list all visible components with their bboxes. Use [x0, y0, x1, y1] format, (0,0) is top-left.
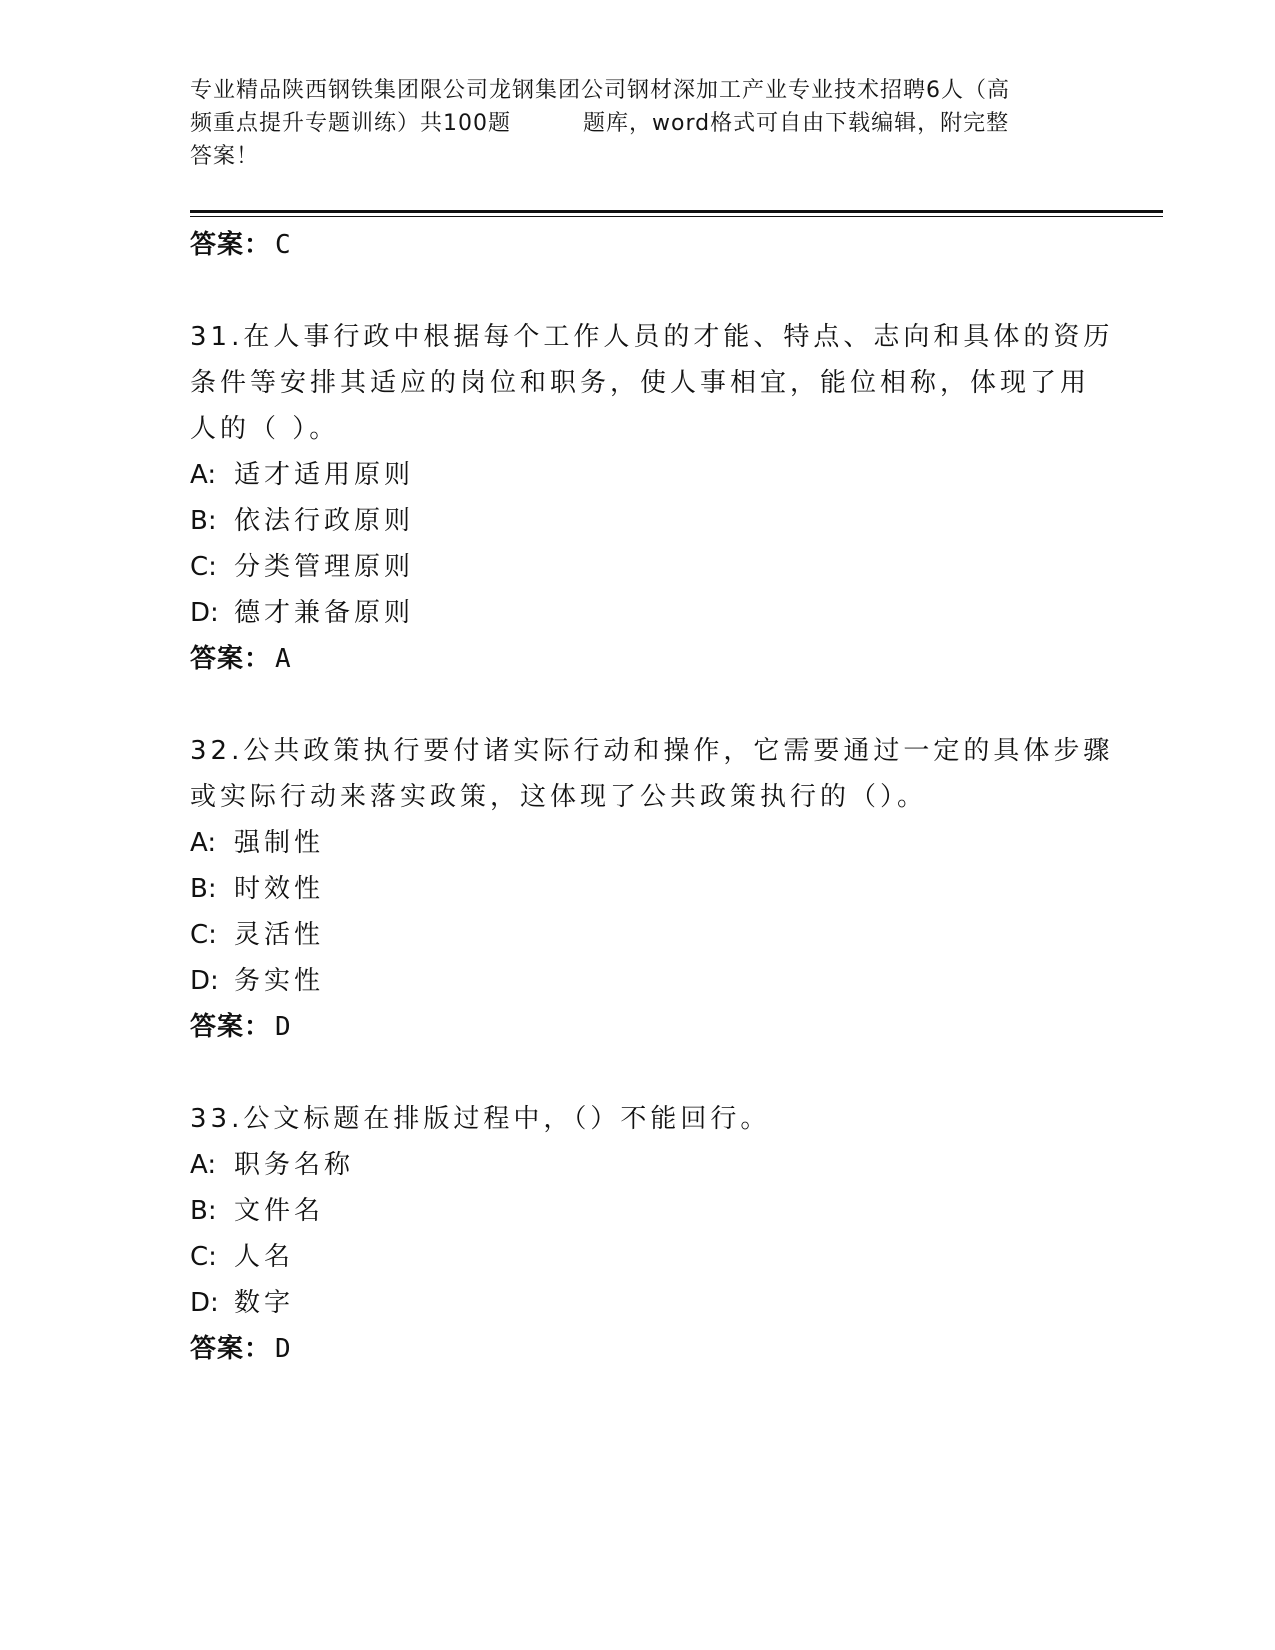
option-key: A:: [190, 460, 217, 490]
option-c: [190, 912, 1090, 958]
option-text: 务实性: [234, 966, 325, 996]
question-text-line: 32.公共政策执行要付诸实际行动和操作，它需要通过一定的具体步骤: [190, 736, 1114, 766]
option-key: A:: [190, 828, 217, 858]
option-a: [190, 1142, 1090, 1188]
answer-label: 答案：: [190, 1012, 272, 1042]
question-33: [190, 1096, 1090, 1372]
option-text: 数字: [234, 1288, 295, 1318]
option-key: B:: [190, 1196, 217, 1226]
option-key: B:: [190, 506, 217, 536]
question-answer: [190, 636, 1090, 682]
question-text-line: 或实际行动来落实政策，这体现了公共政策执行的（）。: [190, 782, 928, 812]
question-text-line: 条件等安排其适应的岗位和职务，使人事相宜，能位相称，体现了用: [190, 368, 1091, 398]
option-key: B:: [190, 874, 217, 904]
option-d: [190, 590, 1090, 636]
question-32: [190, 728, 1114, 1050]
option-text: 人名: [234, 1242, 295, 1272]
option-text: 时效性: [234, 874, 325, 904]
option-text: 灵活性: [234, 920, 325, 950]
option-key: D:: [190, 598, 219, 628]
option-d: [190, 958, 1090, 1004]
question-text-line: 31.在人事行政中根据每个工作人员的才能、特点、志向和具体的资历: [190, 322, 1114, 352]
option-key: C:: [190, 920, 217, 950]
header-line-2-part-1: 频重点提升专题训练）共100题: [190, 111, 511, 136]
header-line-2-part-2: 题库，word格式可自由下载编辑，附完整: [583, 111, 1010, 136]
header-line-1: 专业精品陕西钢铁集团限公司龙钢集团公司钢材深加工产业专业技术招聘6人（高: [190, 78, 1010, 103]
option-key: C:: [190, 552, 217, 582]
answer-value: D: [275, 1012, 292, 1042]
question-list: [190, 222, 1114, 1372]
option-key: D:: [190, 1288, 219, 1318]
option-b: [190, 498, 1090, 544]
answer-label: 答案：: [190, 1334, 272, 1364]
option-d: [190, 1280, 1090, 1326]
header-line-3: 答案！: [190, 144, 260, 169]
option-key: A:: [190, 1150, 217, 1180]
previous-answer: [190, 222, 1090, 268]
answer-label: 答案：: [190, 644, 272, 674]
document-header: [190, 74, 1090, 173]
header-line-2: [190, 107, 1090, 140]
option-text: 德才兼备原则: [234, 598, 415, 628]
option-key: C:: [190, 1242, 217, 1272]
option-c: [190, 544, 1090, 590]
option-a: [190, 820, 1090, 866]
question-31: [190, 314, 1114, 682]
option-text: 依法行政原则: [234, 506, 415, 536]
option-text: 强制性: [234, 828, 325, 858]
option-b: [190, 1188, 1090, 1234]
answer-value: C: [275, 230, 292, 260]
question-text-line: 人的（ ）。: [190, 414, 340, 444]
question-answer: [190, 1004, 1090, 1050]
question-text-line: 33.公文标题在排版过程中，（）不能回行。: [190, 1104, 771, 1134]
option-text: 分类管理原则: [234, 552, 415, 582]
answer-label: 答案：: [190, 230, 272, 260]
option-key: D:: [190, 966, 219, 996]
option-text: 职务名称: [234, 1150, 355, 1180]
header-divider-thin: [190, 216, 1163, 217]
option-a: [190, 452, 1090, 498]
option-text: 文件名: [234, 1196, 325, 1226]
answer-value: A: [275, 644, 292, 674]
question-answer: [190, 1326, 1090, 1372]
option-text: 适才适用原则: [234, 460, 415, 490]
option-b: [190, 866, 1090, 912]
option-c: [190, 1234, 1090, 1280]
header-divider-thick: [190, 210, 1163, 213]
answer-value: D: [275, 1334, 292, 1364]
